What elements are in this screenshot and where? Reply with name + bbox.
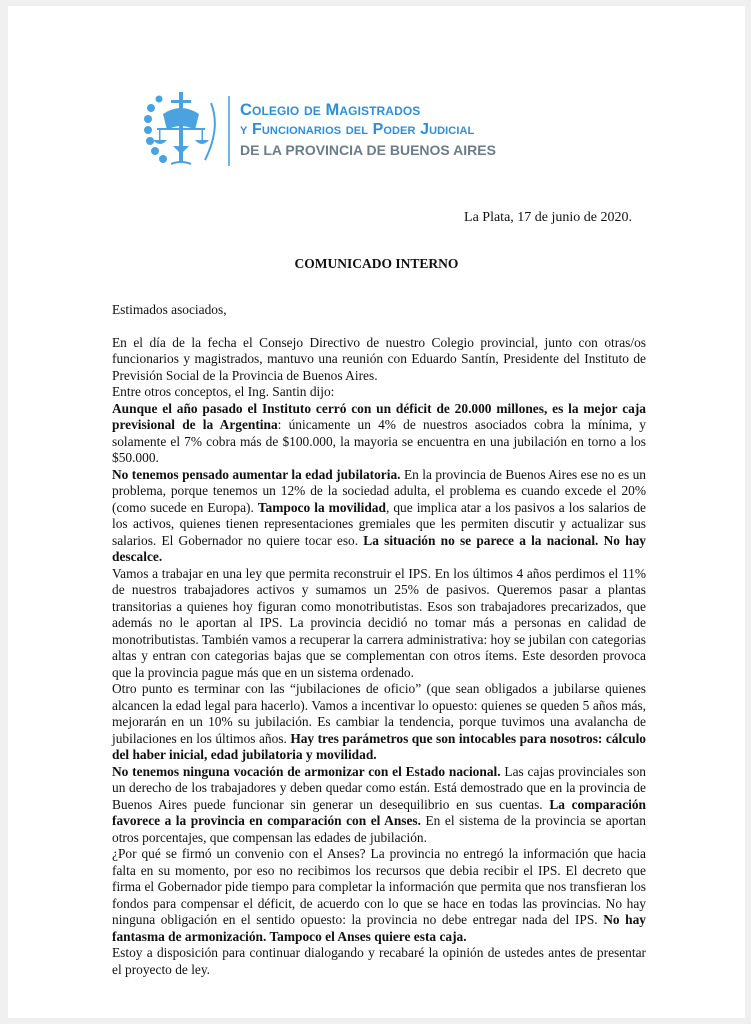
bold-text-run: Tampoco la movilidad (257, 499, 386, 515)
organization-logo (143, 88, 523, 168)
bold-text-run: No hay fantasma de armonización. Tampoco el Anses quiere esta caja. (112, 912, 646, 944)
text-run: En el sistema de la provincia se aportan otros porcentajes, que compensan las edades de jubilación. (112, 813, 646, 845)
document-body (112, 302, 646, 978)
scales-of-justice-emblem-icon (143, 88, 219, 168)
text-run: En el día de la fecha el Consejo Directivo de nuestro Colegio provincial, junto con otras/os funcionarios y magistrados, mantuvo una reunión con Eduardo Santín, Presidente del Instituto de Previsión Social de la Provincia de Buenos Aires. (112, 334, 646, 383)
bold-text-run: La comparación favorece a la provincia en comparación con el Anses. (112, 796, 646, 828)
org-name-line3: DE LA PROVINCIA DE BUENOS AIRES (240, 142, 496, 158)
body-paragraph (112, 335, 646, 385)
body-paragraph (112, 945, 646, 978)
bold-text-run: No tenemos pensado aumentar la edad jubilatoria. (112, 466, 401, 482)
text-run: Otro punto es terminar con las “jubilaciones de oficio” (que sean obligados a jubilarse quienes alcancen la edad legal para hacerlo). Vamos a incentivar lo opuesto: quienes se queden 5 años más, mejorarán en un 10% su jubilación. Es cambiar la tendencia, porque tuvimos una avalancha de jubilaciones en los últimos años. (112, 681, 646, 746)
text-run: : únicamente un 4% de nuestros asociados cobra la mínima, y solamente el 7% cobra más de $100.000, la mayoria se encuentra en una jubilación en torno a los $50.000. (112, 417, 646, 465)
org-name-line2: y Funcionarios del Poder Judicial (240, 121, 475, 138)
paragraphs (112, 335, 646, 979)
text-run: , que implica atar a los pasivos a los salarios de los activos, quienes tienen representaciones gremiales que les permiten discutir y actualizar sus salarios. El Gobernador no quiere tocar eso. (112, 499, 646, 548)
text-run: ¿Por qué se firmó un convenio con el Anses? La provincia no entregó la información que hacia falta en su momento, por eso no recibimos los recursos que debia recibir el IPS. El decreto que firma el Gobernador pide tiempo para completar la información que permita que nos transfieran los fondos para compensar el déficit, de acuerdo con lo que se hace en todas las provincias. No hay ninguna obligación en el sentido opuesto: la provincia no debe entregar nada del IPS. (112, 846, 646, 927)
greeting: Estimados asociados, (112, 302, 227, 317)
document-title: COMUNICADO INTERNO (294, 256, 459, 271)
bold-text-run: Aunque el año pasado el Instituto cerró con un déficit de 20.000 millones, es la mejor caja previsional de la Argentina (112, 400, 646, 432)
text-run: Entre otros conceptos, el Ing. Santin dijo: (112, 384, 335, 399)
logo-divider (228, 96, 230, 166)
text-run: Vamos a trabajar en una ley que permita reconstruir el IPS. En los últimos 4 años perdimos el 11% de nuestros trabajadores activos y sumamos un 25% de pasivos. Queremos pasar a plantas transitorias a quienes hoy figuran como monotributistas. Esos son trabajadores precarizados, que además no le aportan al IPS. La provincia decidió no tomar más a personas en calidad de monotributistas. También vamos a recuperar la carrera administrativa: hoy se jubilan con categorias altas y entran con categorias bajas que se complementan con otros ítems. Este desorden provoca que la provincia pague más que en un sistema ordenado. (112, 565, 646, 680)
document-date: La Plata, 17 de junio de 2020. (464, 210, 632, 225)
text-run: Las cajas provinciales son un derecho de los trabajadores y deben quedar como están. Está demostrado que en la provincia de Buenos Aires puede funcionar sin generar un desequilibrio en sus cuentas. (112, 763, 646, 812)
body-paragraph (112, 764, 646, 847)
text-run: Estoy a disposición para continuar dialogando y recabaré la opinión de ustedes antes de presentar el proyecto de ley. (112, 945, 646, 977)
document-page (8, 6, 745, 1018)
text-run: En la provincia de Buenos Aires ese no es un problema, porque tenemos un 12% de la sociedad adulta, el problema es cuando excede el 20% (como sucede en Europa). (112, 466, 646, 515)
body-paragraph (112, 566, 646, 682)
bold-text-run: No tenemos ninguna vocación de armonizar con el Estado nacional. (112, 763, 501, 779)
bold-text-run: Hay tres parámetros que son intocables para nosotros: cálculo del haber inicial, edad jubilatoria y movilidad. (112, 730, 646, 762)
body-paragraph (112, 401, 646, 467)
org-name-line1: Colegio de Magistrados (240, 101, 421, 119)
body-paragraph (112, 681, 646, 764)
body-paragraph (112, 846, 646, 945)
body-paragraph (112, 384, 646, 401)
bold-text-run: La situación no se parece a la nacional. No hay descalce. (112, 532, 646, 564)
body-paragraph (112, 467, 646, 566)
